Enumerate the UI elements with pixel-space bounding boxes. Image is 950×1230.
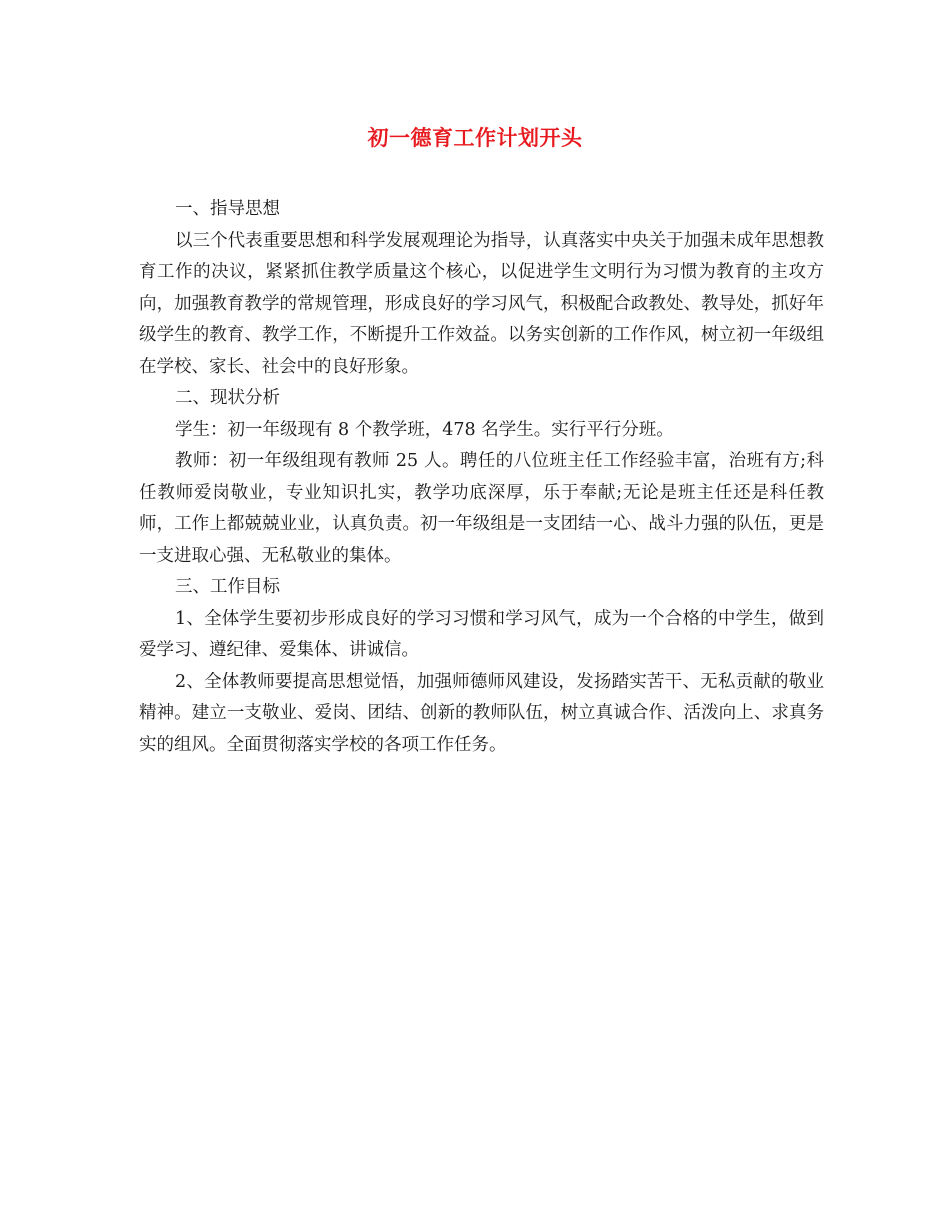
document-body: [139, 194, 824, 761]
paragraph-teachers: 教师：初一年级组现有教师 25 人。聘任的八位班主任工作经验丰富，治班有方;科任教师爱岗敬业，专业知识扎实，教学功底深厚，乐于奉献;无论是班主任还是科任教师，工作上都兢兢业业，认真负责。初一年级组是一支团结一心、战斗力强的队伍，更是一支进取心强、无私敬业的集体。: [139, 451, 824, 566]
heading-work-goals: 三、工作目标: [175, 577, 280, 597]
paragraph-goal-teachers: 2、全体教师要提高思想觉悟，加强师德师风建设，发扬踏实苦干、无私贡献的敬业精神。建立一支敬业、爱岗、团结、创新的教师队伍，树立真诚合作、活泼向上、求真务实的组风。全面贯彻落实学校的各项工作任务。: [139, 671, 824, 755]
paragraph-goal-students: 1、全体学生要初步形成良好的学习习惯和学习风气，成为一个合格的中学生，做到爱学习、遵纪律、爱集体、讲诚信。: [139, 608, 824, 660]
heading-guiding-ideology: 一、指导思想: [175, 199, 280, 219]
paragraph-students: 学生：初一年级现有 8 个教学班，478 名学生。实行平行分班。: [175, 419, 674, 440]
document-title: 初一德育工作计划开头: [367, 125, 583, 150]
paragraph-guiding-ideology: 以三个代表重要思想和科学发展观理论为指导，认真落实中央关于加强未成年思想教育工作的决议，紧紧抓住教学质量这个核心，以促进学生文明行为习惯为教育的主攻方向，加强教育教学的常规管理，形成良好的学习风气，积极配合政教处、教导处，抓好年级学生的教育、教学工作，不断提升工作效益。以务实创新的工作作风，树立初一年级组在学校、家长、社会中的良好形象。: [139, 230, 824, 377]
heading-status-analysis: 二、现状分析: [175, 388, 280, 408]
